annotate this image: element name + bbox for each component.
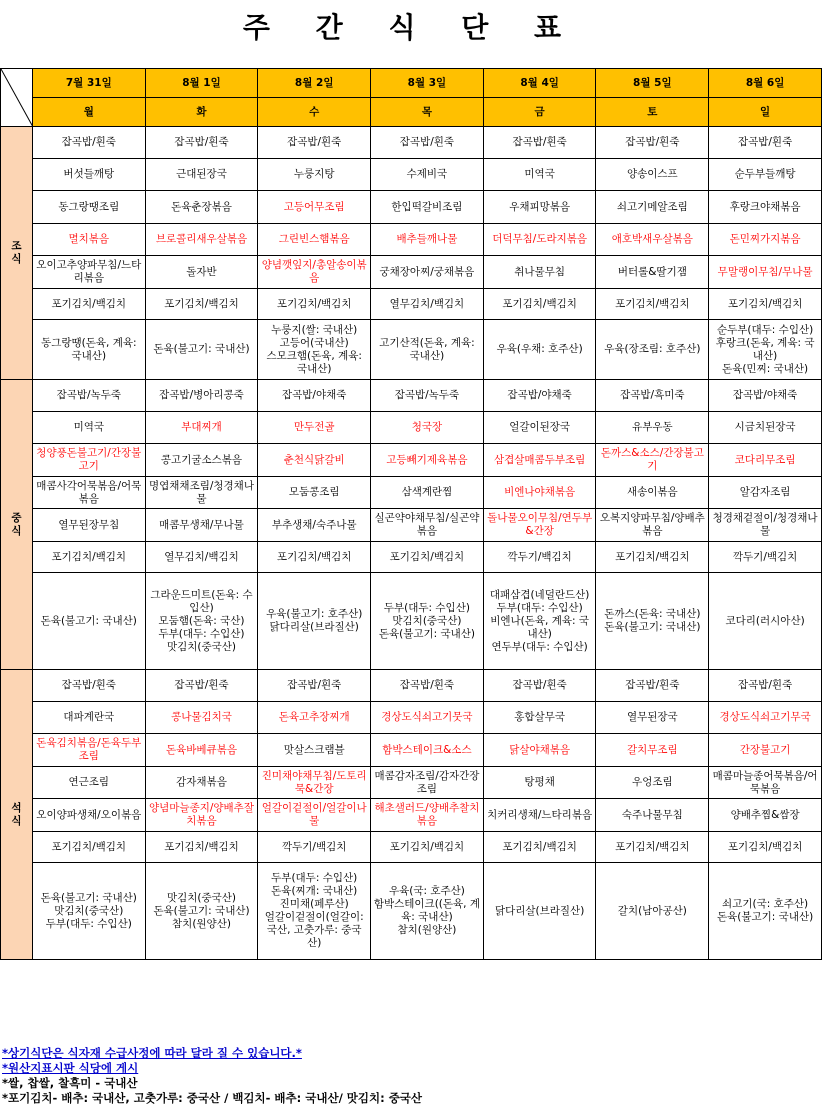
meal-label-breakfast: 조 식 <box>1 127 33 380</box>
menu-cell: 잡곡밥/야채죽 <box>258 380 371 412</box>
menu-cell: 돈육바베큐볶음 <box>145 734 258 767</box>
menu-cell: 청국장 <box>371 412 484 444</box>
menu-cell: 열무된장무침 <box>32 509 145 542</box>
menu-cell: 포기김치/백김치 <box>258 542 371 573</box>
day-header: 목 <box>371 98 484 127</box>
menu-cell: 돌나물오이무침/연두부&간장 <box>483 509 596 542</box>
menu-cell: 돈육(불고기: 국내산) 맛김치(중국산) 두부(대두: 수입산) <box>32 863 145 960</box>
menu-cell: 깍두기/백김치 <box>709 542 822 573</box>
meal-label-lunch: 중 식 <box>1 380 33 670</box>
menu-cell: 후랑크야채볶음 <box>709 191 822 224</box>
page-title: 주 간 식 단 표 <box>242 11 580 44</box>
menu-cell: 탕평채 <box>483 767 596 799</box>
menu-cell: 궁채장아찌/궁채볶음 <box>371 256 484 289</box>
menu-cell: 고등빼기제육볶음 <box>371 444 484 477</box>
date-header: 8월 1일 <box>145 69 258 98</box>
menu-cell: 동그랑땡조림 <box>32 191 145 224</box>
menu-cell: 돈육(불고기: 국내산) <box>32 573 145 670</box>
date-header: 8월 4일 <box>483 69 596 98</box>
menu-cell: 오이고추양파무침/느타리볶음 <box>32 256 145 289</box>
day-header: 금 <box>483 98 596 127</box>
menu-cell: 돈육김치볶음/돈육두부조림 <box>32 734 145 767</box>
day-header: 수 <box>258 98 371 127</box>
menu-cell: 우육(장조림: 호주산) <box>596 320 709 380</box>
menu-cell: 돈까스&소스/간장불고기 <box>596 444 709 477</box>
menu-cell: 매콤무생채/무나물 <box>145 509 258 542</box>
menu-cell: 삼겹살매콤두부조림 <box>483 444 596 477</box>
menu-cell: 돈육(불고기: 국내산) <box>145 320 258 380</box>
menu-cell: 잡곡밥/녹두죽 <box>371 380 484 412</box>
menu-cell: 닭살야채볶음 <box>483 734 596 767</box>
menu-cell: 잡곡밥/흰죽 <box>709 670 822 702</box>
menu-cell: 열무김치/백김치 <box>145 542 258 573</box>
menu-cell: 잡곡밥/야채죽 <box>483 380 596 412</box>
note-line: *상기식단은 식자재 수급사정에 따라 달라 질 수 있습니다.* <box>2 1046 302 1060</box>
menu-cell: 포기김치/백김치 <box>371 542 484 573</box>
menu-cell: 우육(우채: 호주산) <box>483 320 596 380</box>
menu-cell: 포기김치/백김치 <box>32 542 145 573</box>
menu-cell: 매콤사각어묵볶음/어묵볶음 <box>32 477 145 509</box>
menu-cell: 포기김치/백김치 <box>596 542 709 573</box>
meal-label-dinner: 석 식 <box>1 670 33 960</box>
menu-cell: 우엉조림 <box>596 767 709 799</box>
menu-row <box>1 444 822 477</box>
menu-cell: 돈육춘장볶음 <box>145 191 258 224</box>
menu-cell: 돈까스(돈육: 국내산) 돈육(불고기: 국내산) <box>596 573 709 670</box>
menu-cell: 돌자반 <box>145 256 258 289</box>
menu-row <box>1 863 822 960</box>
menu-cell: 잡곡밥/흰죽 <box>371 127 484 159</box>
menu-cell: 버섯들깨탕 <box>32 159 145 191</box>
menu-cell: 양념깻잎지/총알송이볶음 <box>258 256 371 289</box>
menu-cell: 코다리무조림 <box>709 444 822 477</box>
menu-row <box>1 289 822 320</box>
menu-cell: 포기김치/백김치 <box>32 832 145 863</box>
menu-cell: 비엔나야채볶음 <box>483 477 596 509</box>
menu-cell: 대패삼겹(네덜란드산) 두부(대두: 수입산) 비엔나(돈육, 계육: 국내산) 연두부(대두: 수입산) <box>483 573 596 670</box>
menu-cell: 만두전골 <box>258 412 371 444</box>
menu-cell: 숙주나물무침 <box>596 799 709 832</box>
menu-row <box>1 380 822 412</box>
menu-cell: 돈육고추장찌개 <box>258 702 371 734</box>
menu-cell: 포기김치/백김치 <box>483 289 596 320</box>
menu-cell: 그라운드미트(돈육: 수입산) 모둠햄(돈육: 국산) 두부(대두: 수입산) 맛김치(중국산) <box>145 573 258 670</box>
menu-cell: 새송이볶음 <box>596 477 709 509</box>
menu-cell: 미역국 <box>483 159 596 191</box>
menu-cell: 취나물무침 <box>483 256 596 289</box>
menu-row <box>1 767 822 799</box>
menu-cell: 포기김치/백김치 <box>258 289 371 320</box>
menu-cell: 순두부(대두: 수입산) 후랑크(돈육, 계육: 국내산) 돈육(민찌: 국내산) <box>709 320 822 380</box>
menu-cell: 고등어무조림 <box>258 191 371 224</box>
menu-cell: 돈민찌가지볶음 <box>709 224 822 256</box>
menu-cell: 포기김치/백김치 <box>483 832 596 863</box>
menu-cell: 매콤감자조림/감자간장조림 <box>371 767 484 799</box>
menu-cell: 잡곡밥/흑미죽 <box>596 380 709 412</box>
menu-cell: 감자채볶음 <box>145 767 258 799</box>
menu-cell: 치커리생채/느타리볶음 <box>483 799 596 832</box>
menu-cell: 코다리(러시아산) <box>709 573 822 670</box>
menu-cell: 브로콜리새우살볶음 <box>145 224 258 256</box>
day-header: 화 <box>145 98 258 127</box>
date-header: 7월 31일 <box>32 69 145 98</box>
menu-cell: 잡곡밥/흰죽 <box>596 670 709 702</box>
day-header: 일 <box>709 98 822 127</box>
menu-cell: 잡곡밥/흰죽 <box>258 127 371 159</box>
menu-cell: 잡곡밥/흰죽 <box>145 127 258 159</box>
menu-cell: 배추들깨나물 <box>371 224 484 256</box>
menu-cell: 진미채야채무침/도토리묵&간장 <box>258 767 371 799</box>
menu-row <box>1 832 822 863</box>
menu-cell: 얼갈이겉절이/얼갈이나물 <box>258 799 371 832</box>
menu-row <box>1 734 822 767</box>
menu-cell: 맛살스크램블 <box>258 734 371 767</box>
menu-cell: 잡곡밥/야채죽 <box>709 380 822 412</box>
menu-cell: 잡곡밥/흰죽 <box>596 127 709 159</box>
weekly-menu-table <box>0 68 822 960</box>
menu-cell: 포기김치/백김치 <box>709 832 822 863</box>
menu-body <box>1 127 822 960</box>
menu-cell: 누룽지(쌀: 국내산) 고등어(국내산) 스모크햄(돈육, 계육: 국내산) <box>258 320 371 380</box>
menu-cell: 연근조림 <box>32 767 145 799</box>
menu-cell: 부추생채/숙주나물 <box>258 509 371 542</box>
menu-cell: 미역국 <box>32 412 145 444</box>
menu-cell: 양송이스프 <box>596 159 709 191</box>
menu-cell: 양념마늘종지/양배추잘치볶음 <box>145 799 258 832</box>
menu-cell: 갈치무조림 <box>596 734 709 767</box>
menu-row <box>1 670 822 702</box>
menu-cell: 잡곡밥/흰죽 <box>258 670 371 702</box>
menu-cell: 수제비국 <box>371 159 484 191</box>
menu-cell: 쇠고기(국: 호주산) 돈육(불고기: 국내산) <box>709 863 822 960</box>
menu-cell: 잡곡밥/흰죽 <box>32 670 145 702</box>
date-header: 8월 3일 <box>371 69 484 98</box>
day-header: 월 <box>32 98 145 127</box>
menu-cell: 유부우동 <box>596 412 709 444</box>
menu-cell: 포기김치/백김치 <box>32 289 145 320</box>
menu-cell: 순두부들깨탕 <box>709 159 822 191</box>
note-line: *원산지표시판 식당에 게시 <box>2 1061 139 1075</box>
menu-cell: 열무된장국 <box>596 702 709 734</box>
menu-cell: 포기김치/백김치 <box>371 832 484 863</box>
menu-cell: 잡곡밥/흰죽 <box>483 670 596 702</box>
menu-cell: 잡곡밥/녹두죽 <box>32 380 145 412</box>
menu-cell: 경상도식쇠고기뭇국 <box>371 702 484 734</box>
date-row <box>1 69 822 98</box>
menu-cell: 오이양파생채/오이볶음 <box>32 799 145 832</box>
date-header: 8월 2일 <box>258 69 371 98</box>
menu-cell: 잡곡밥/흰죽 <box>709 127 822 159</box>
menu-cell: 쇠고기메알조림 <box>596 191 709 224</box>
menu-cell: 깍두기/백김치 <box>483 542 596 573</box>
note-line: *쌀, 찹쌀, 찰흑미 - 국내산 <box>2 1076 138 1090</box>
menu-cell: 명엽채채조림/청경채나물 <box>145 477 258 509</box>
menu-row <box>1 320 822 380</box>
menu-cell: 깍두기/백김치 <box>258 832 371 863</box>
menu-cell: 포기김치/백김치 <box>596 289 709 320</box>
menu-cell: 잡곡밥/흰죽 <box>371 670 484 702</box>
menu-row <box>1 542 822 573</box>
menu-row <box>1 799 822 832</box>
menu-cell: 양배추찜&쌈장 <box>709 799 822 832</box>
menu-cell: 포기김치/백김치 <box>709 289 822 320</box>
menu-row <box>1 159 822 191</box>
menu-cell: 갈치(남아공산) <box>596 863 709 960</box>
menu-cell: 콩나물김치국 <box>145 702 258 734</box>
menu-row <box>1 509 822 542</box>
menu-cell: 함박스테이크&소스 <box>371 734 484 767</box>
menu-cell: 시금치된장국 <box>709 412 822 444</box>
menu-row <box>1 191 822 224</box>
menu-cell: 해초샐러드/양배추찰치볶음 <box>371 799 484 832</box>
menu-row <box>1 256 822 289</box>
menu-cell: 모둠콩조림 <box>258 477 371 509</box>
menu-row <box>1 412 822 444</box>
menu-cell: 홍합살무국 <box>483 702 596 734</box>
menu-cell: 대파계란국 <box>32 702 145 734</box>
note-line: *포기김치- 배추: 국내산, 고춧가루: 중국산 / 백김치- 배추: 국내산/ 맛김치: 중국산 <box>2 1091 423 1105</box>
menu-cell: 열무김치/백김치 <box>371 289 484 320</box>
menu-row <box>1 477 822 509</box>
menu-cell: 매콤마늘종어묵볶음/어묵볶음 <box>709 767 822 799</box>
menu-cell: 포기김치/백김치 <box>145 832 258 863</box>
menu-cell: 잡곡밥/흰죽 <box>145 670 258 702</box>
menu-cell: 삼색계란찜 <box>371 477 484 509</box>
menu-cell: 부대찌개 <box>145 412 258 444</box>
menu-cell: 더덕무침/도라지볶음 <box>483 224 596 256</box>
menu-cell: 얼갈이된장국 <box>483 412 596 444</box>
corner-cell <box>1 69 33 127</box>
menu-cell: 닭다리살(브라질산) <box>483 863 596 960</box>
day-row <box>1 98 822 127</box>
menu-cell: 동그랑땡(돈육, 계육: 국내산) <box>32 320 145 380</box>
date-header: 8월 6일 <box>709 69 822 98</box>
menu-cell: 간장불고기 <box>709 734 822 767</box>
menu-cell: 오복지양파무침/양배추볶음 <box>596 509 709 542</box>
menu-cell: 잡곡밥/병아리콩죽 <box>145 380 258 412</box>
menu-row <box>1 702 822 734</box>
menu-cell: 근대된장국 <box>145 159 258 191</box>
menu-row <box>1 573 822 670</box>
menu-cell: 경상도식쇠고기무국 <box>709 702 822 734</box>
menu-cell: 애호박새우살볶음 <box>596 224 709 256</box>
date-header: 8월 5일 <box>596 69 709 98</box>
menu-cell: 두부(대두: 수입산) 맛김치(중국산) 돈육(불고기: 국내산) <box>371 573 484 670</box>
menu-cell: 맛김치(중국산) 돈육(불고기: 국내산) 참치(원양산) <box>145 863 258 960</box>
menu-cell: 잡곡밥/흰죽 <box>32 127 145 159</box>
menu-cell: 알감자조림 <box>709 477 822 509</box>
menu-row <box>1 127 822 159</box>
menu-cell: 멸치볶음 <box>32 224 145 256</box>
menu-cell: 포기김치/백김치 <box>596 832 709 863</box>
menu-cell: 두부(대두: 수입산) 돈육(찌개: 국내산) 진미채(페루산) 얼갈이겉절이(얼갈이: 국산, 고춧가루: 중국산) <box>258 863 371 960</box>
notes <box>2 1046 422 1106</box>
menu-cell: 그린빈스햄볶음 <box>258 224 371 256</box>
menu-cell: 누룽지탕 <box>258 159 371 191</box>
menu-cell: 콩고기굴소스볶음 <box>145 444 258 477</box>
day-header: 토 <box>596 98 709 127</box>
corner-diagonal <box>1 69 32 127</box>
menu-cell: 춘천식닭갈비 <box>258 444 371 477</box>
menu-row <box>1 224 822 256</box>
menu-cell: 버터롤&딸기잼 <box>596 256 709 289</box>
menu-cell: 한입떡갈비조림 <box>371 191 484 224</box>
menu-cell: 우육(불고기: 호주산) 닭다리살(브라질산) <box>258 573 371 670</box>
menu-cell: 무말랭이무침/무나물 <box>709 256 822 289</box>
menu-cell: 실곤약야채무침/실곤약볶음 <box>371 509 484 542</box>
menu-cell: 청경채겉절이/청경채나물 <box>709 509 822 542</box>
menu-cell: 포기김치/백김치 <box>145 289 258 320</box>
menu-cell: 고기산적(돈육, 계육: 국내산) <box>371 320 484 380</box>
menu-cell: 우채피망볶음 <box>483 191 596 224</box>
menu-cell: 잡곡밥/흰죽 <box>483 127 596 159</box>
menu-cell: 청양풍돈불고기/간장불고기 <box>32 444 145 477</box>
menu-cell: 우육(국: 호주산) 함박스테이크((돈육, 계육: 국내산) 참치(원양산) <box>371 863 484 960</box>
